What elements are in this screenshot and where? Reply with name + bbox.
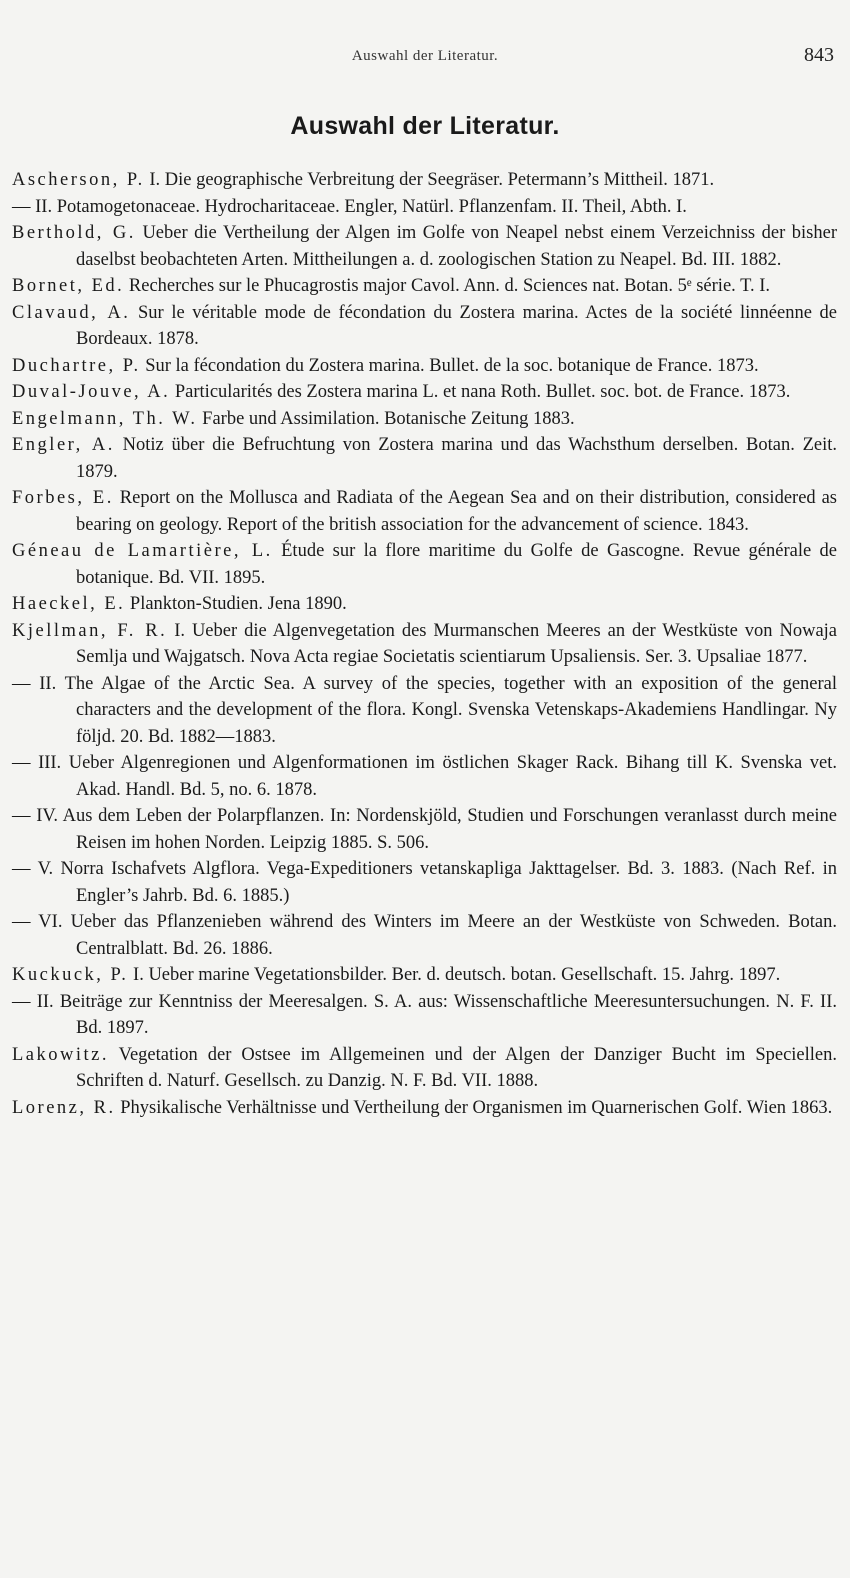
entry-text: Ueber die Vertheilung der Algen im Golfe von Neapel nebst einem Verzeichniss der bisher daselbst beobachteten Arten. Mittheilungen a. d. zoologischen Station zu Neapel. Bd. III. 1882. — [76, 223, 837, 270]
bibliography-entry — [12, 406, 837, 433]
entry-author: Clavaud, A. — [12, 302, 131, 323]
entry-author: — — [12, 673, 31, 694]
entry-text: IV. Aus dem Leben der Polarpflanzen. In: Nordenskjöld, Studien und Forschungen veranlasst durch meine Reisen im hohen Norden. Leipzig 1885. S. 506. — [36, 806, 838, 853]
entry-author: Engler, A. — [12, 435, 115, 455]
bibliography-entry — [12, 353, 837, 380]
entry-text: V. Norra Ischafvets Algflora. Vega-Expeditioners vetanskapliga Jakttagelser. Bd. 3. 1883. (Nach Ref. in Engler’s Jahrb. Bd. 6. 1885.) — [37, 859, 837, 906]
entry-text: Plankton-Studien. Jena 1890. — [129, 594, 347, 614]
entry-text: I. Ueber die Algenvegetation des Murmanschen Meeres an der Westküste von Nowaja Semlja und Wajgatsch. Nova Acta regiae Societatis scientiarum Upsaliensis. Ser. 3. Upsaliae 1877. — [76, 620, 838, 667]
entry-text: II. Potamogetonaceae. Hydrocharitaceae. Engler, Natürl. Pflanzenfam. II. Theil, Abth. I. — [35, 196, 687, 217]
entry-author: Haeckel, E. — [12, 594, 126, 614]
entry-text: Vegetation der Ostsee im Allgemeinen und der Algen der Danziger Bucht im Speciellen. Schriften d. Naturf. Gesellsch. zu Danzig. N. F. Bd. VII. 1888. — [76, 1044, 837, 1091]
bibliography-entry — [12, 909, 837, 962]
entry-author: Bornet, Ed. — [12, 276, 125, 296]
entry-text: Report on the Mollusca and Radiata of the Aegean Sea and on their distribution, considered as bearing on geology. Report of the british association for the advancement of science. 1843. — [76, 488, 837, 535]
bibliography-entry — [12, 671, 837, 751]
bibliography-entry — [12, 962, 837, 989]
entry-text: Étude sur la flore maritime du Golfe de Gascogne. Revue générale de botanique. Bd. VII. 1895. — [76, 541, 837, 588]
bibliography-entry — [12, 167, 837, 194]
entry-author: — — [12, 806, 31, 826]
entry-text: Sur le véritable mode de fécondation du Zostera marina. Actes de la société linnéenne de Bordeaux. 1878. — [76, 302, 837, 349]
running-head — [0, 44, 850, 72]
entry-author: — — [12, 859, 31, 879]
page-title: Auswahl der Literatur. — [290, 112, 560, 140]
entry-text: Notiz über die Befruchtung von Zostera marina und das Wachsthum derselben. Botan. Zeit. 1879. — [76, 435, 837, 482]
bibliography-entry — [12, 300, 837, 353]
entry-text: VI. Ueber das Pflanzenieben während des Winters im Meere an der Westküste von Schweden. Botan. Centralblatt. Bd. 26. 1886. — [38, 912, 837, 959]
entry-text: II. The Algae of the Arctic Sea. A survey of the species, together with an exposition of the general characters and the development of the flora. Kongl. Svenska Vetenskaps-Akademiens Handlingar. Ny följd. 20. Bd. 1882—1883. — [39, 673, 837, 747]
page-number: 843 — [804, 44, 834, 66]
entry-author: — — [12, 753, 31, 773]
entry-text: Sur la fécondation du Zostera marina. Bullet. de la soc. botanique de France. 1873. — [145, 355, 759, 376]
entry-author: Ascherson, P. — [12, 170, 145, 190]
bibliography-entry — [12, 485, 837, 538]
entry-author: Duchartre, P. — [12, 355, 141, 376]
entry-author: — — [12, 991, 31, 1012]
running-title: Auswahl der Literatur. — [351, 48, 499, 64]
entry-text: Particularités des Zostera marina L. et nana Roth. Bullet. soc. bot. de France. 1873. — [174, 382, 791, 402]
entry-author: Lakowitz. — [12, 1044, 109, 1065]
bibliography-entry — [12, 538, 837, 591]
bibliography-entry — [12, 750, 837, 803]
entry-author: Duval-Jouve, A. — [12, 382, 171, 402]
entry-text: I. Die geographische Verbreitung der Seegräser. Petermann’s Mittheil. 1871. — [149, 170, 715, 190]
bibliography-entry — [12, 432, 837, 485]
bibliography-entry — [12, 1042, 837, 1095]
bibliography-entry — [12, 618, 837, 671]
entry-author: Engelmann, Th. W. — [12, 408, 198, 429]
entry-author: Géneau de Lamartière, L. — [12, 541, 273, 561]
bibliography-entry — [12, 1095, 837, 1122]
bibliography-entry — [12, 220, 837, 273]
entry-text: II. Beiträge zur Kenntniss der Meeresalgen. S. A. aus: Wissenschaftliche Meeresuntersuchungen. N. F. II. Bd. 1897. — [36, 991, 837, 1038]
bibliography-list — [12, 167, 837, 1121]
bibliography-entry — [12, 194, 837, 221]
entry-text: III. Ueber Algenregionen und Algenformationen im östlichen Skager Rack. Bihang till K. Svenska vet. Akad. Handl. Bd. 5, no. 6. 1878. — [38, 753, 837, 800]
entry-author: Berthold, G. — [12, 223, 136, 243]
entry-author: — — [12, 196, 31, 217]
entry-author: Lorenz, R. — [12, 1097, 116, 1118]
bibliography-entry — [12, 803, 837, 856]
entry-text: Recherches sur le Phucagrostis major Cavol. Ann. d. Sciences nat. Botan. 5ᵉ série. T. I. — [128, 276, 771, 296]
bibliography-entry — [12, 989, 837, 1042]
entry-author: — — [12, 912, 31, 932]
entry-author: Forbes, E. — [12, 488, 114, 508]
entry-text: Farbe und Assimilation. Botanische Zeitung 1883. — [202, 408, 575, 429]
bibliography-entry — [12, 379, 837, 406]
bibliography-entry — [12, 273, 837, 300]
entry-text: Physikalische Verhältnisse und Vertheilung der Organismen im Quarnerischen Golf. Wien 1863. — [120, 1097, 833, 1118]
entry-text: I. Ueber marine Vegetationsbilder. Ber. d. deutsch. botan. Gesellschaft. 15. Jahrg. 1897. — [133, 965, 781, 985]
entry-author: Kuckuck, P. — [12, 965, 129, 985]
bibliography-entry — [12, 591, 837, 618]
entry-author: Kjellman, F. R. — [12, 620, 168, 641]
bibliography-entry — [12, 856, 837, 909]
